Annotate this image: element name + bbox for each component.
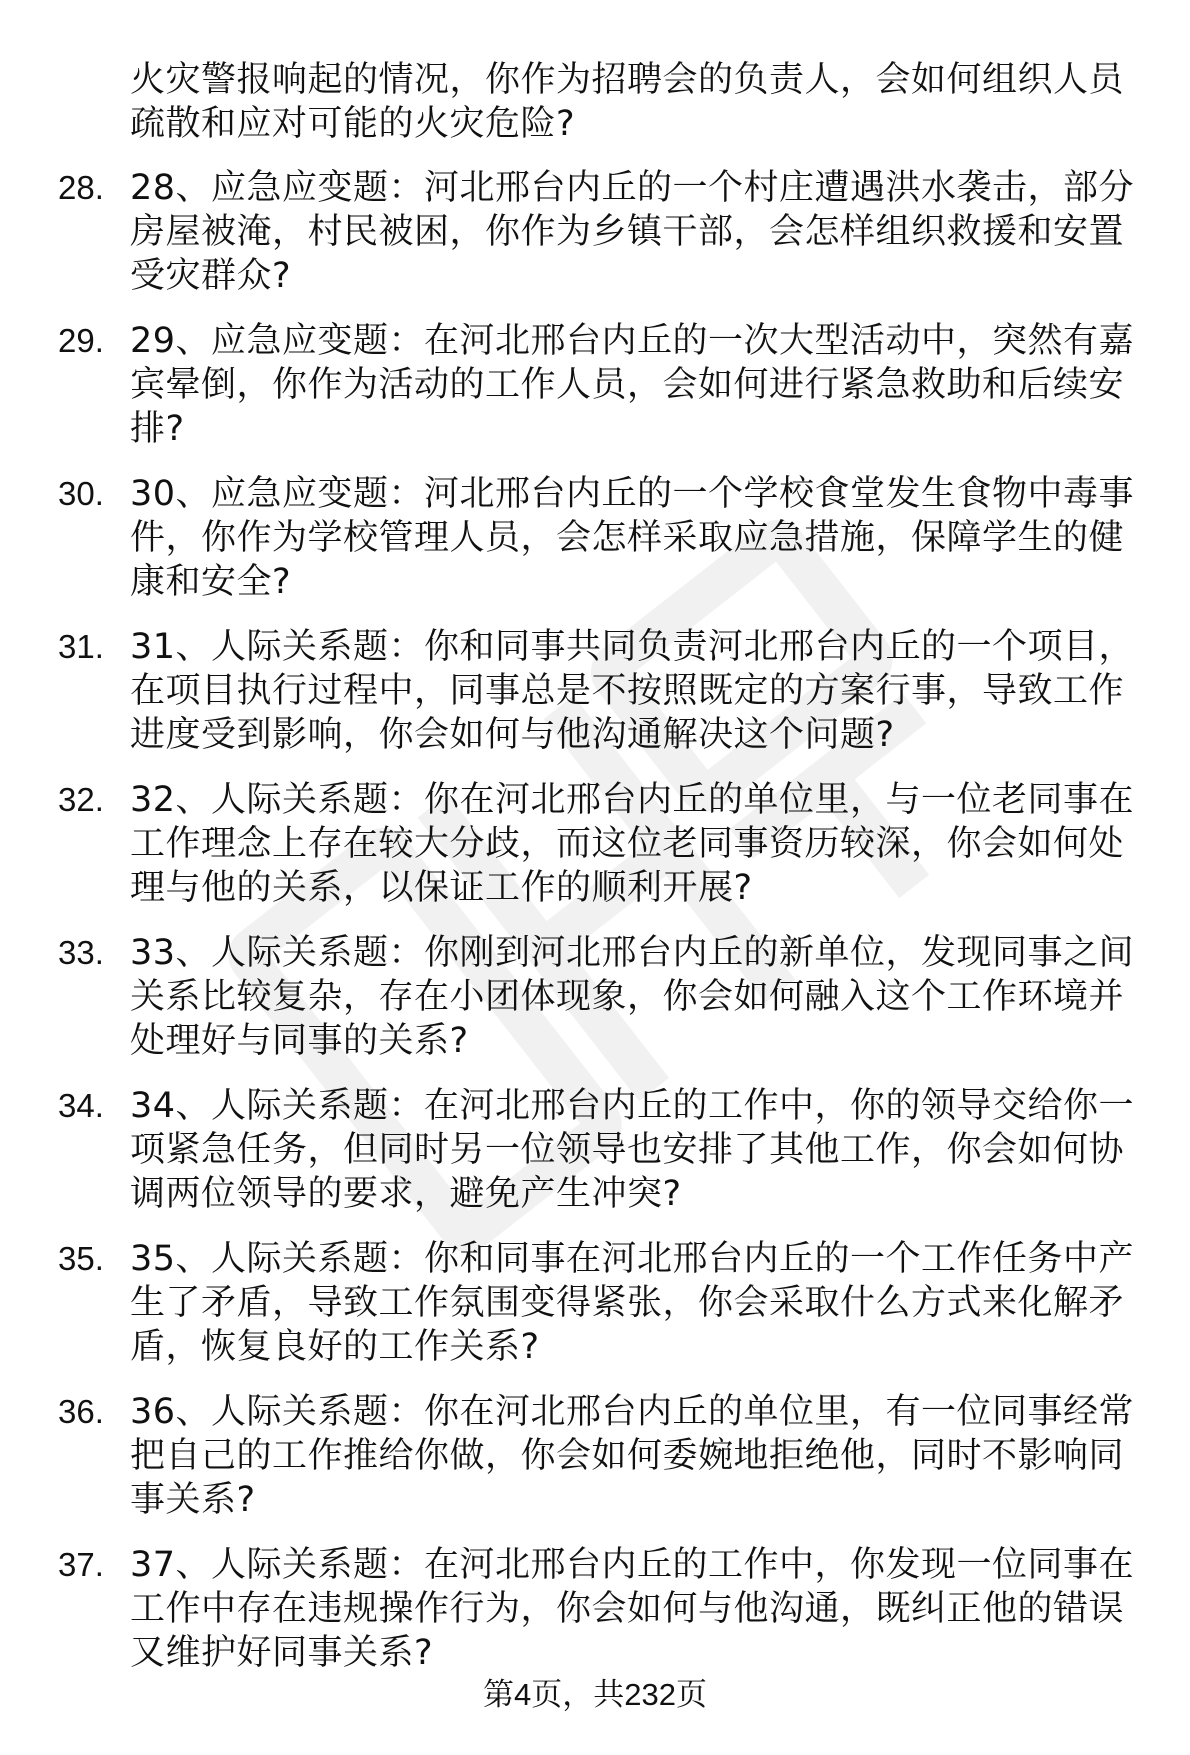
question-number: 34. bbox=[58, 1087, 104, 1124]
page-footer: 第4页，共232页 bbox=[483, 1677, 707, 1712]
question-text: 30、应急应变题：河北邢台内丘的一个学校食堂发生食物中毒事件，你作为学校管理人员，会怎样采取应急措施，保障学生的健康和安全? bbox=[130, 474, 1135, 602]
question-item-29 bbox=[58, 319, 1150, 451]
question-number: 31. bbox=[58, 628, 104, 665]
question-text: 34、人际关系题：在河北邢台内丘的工作中，你的领导交给你一项紧急任务，但同时另一位领导也安排了其他工作，你会如何协调两位领导的要求，避免产生冲突? bbox=[130, 1086, 1135, 1214]
question-number: 36. bbox=[58, 1393, 104, 1430]
question-item-35 bbox=[58, 1237, 1150, 1369]
question-item-30 bbox=[58, 472, 1150, 604]
question-item-36 bbox=[58, 1390, 1150, 1522]
continued-question-text: 火灾警报响起的情况，你作为招聘会的负责人，会如何组织人员疏散和应对可能的火灾危险? bbox=[130, 60, 1125, 144]
question-text: 35、人际关系题：你和同事在河北邢台内丘的一个工作任务中产生了矛盾，导致工作氛围变得紧张，你会采取什么方式来化解矛盾，恢复良好的工作关系? bbox=[130, 1239, 1135, 1367]
question-item-37 bbox=[58, 1543, 1150, 1675]
question-text: 28、应急应变题：河北邢台内丘的一个村庄遭遇洪水袭击，部分房屋被淹，村民被困，你作为乡镇干部，会怎样组织救援和安置受灾群众? bbox=[130, 168, 1135, 296]
question-number: 29. bbox=[58, 322, 104, 359]
question-text: 31、人际关系题：你和同事共同负责河北邢台内丘的一个项目，在项目执行过程中，同事总是不按照既定的方案行事，导致工作进度受到影响，你会如何与他沟通解决这个问题? bbox=[130, 627, 1135, 755]
question-number: 33. bbox=[58, 934, 104, 971]
question-number: 28. bbox=[58, 169, 104, 206]
question-text: 29、应急应变题：在河北邢台内丘的一次大型活动中，突然有嘉宾晕倒，你作为活动的工作人员，会如何进行紧急救助和后续安排? bbox=[130, 321, 1135, 449]
question-text: 36、人际关系题：你在河北邢台内丘的单位里，有一位同事经常把自己的工作推给你做，你会如何委婉地拒绝他，同时不影响同事关系? bbox=[130, 1392, 1135, 1520]
question-item-31 bbox=[58, 625, 1150, 757]
question-text: 32、人际关系题：你在河北邢台内丘的单位里，与一位老同事在工作理念上存在较大分歧，而这位老同事资历较深，你会如何处理与他的关系，以保证工作的顺利开展? bbox=[130, 780, 1135, 908]
question-item-34 bbox=[58, 1084, 1150, 1216]
question-text: 33、人际关系题：你刚到河北邢台内丘的新单位，发现同事之间关系比较复杂，存在小团体现象，你会如何融入这个工作环境并处理好与同事的关系? bbox=[130, 933, 1135, 1061]
question-item-32 bbox=[58, 778, 1150, 910]
question-number: 35. bbox=[58, 1240, 104, 1277]
question-number: 30. bbox=[58, 475, 104, 512]
question-item-28 bbox=[58, 166, 1150, 298]
question-number: 32. bbox=[58, 781, 104, 818]
question-item-33 bbox=[58, 931, 1150, 1063]
question-text: 37、人际关系题：在河北邢台内丘的工作中，你发现一位同事在工作中存在违规操作行为，你会如何与他沟通，既纠正他的错误又维护好同事关系? bbox=[130, 1545, 1135, 1673]
question-number: 37. bbox=[58, 1546, 104, 1583]
